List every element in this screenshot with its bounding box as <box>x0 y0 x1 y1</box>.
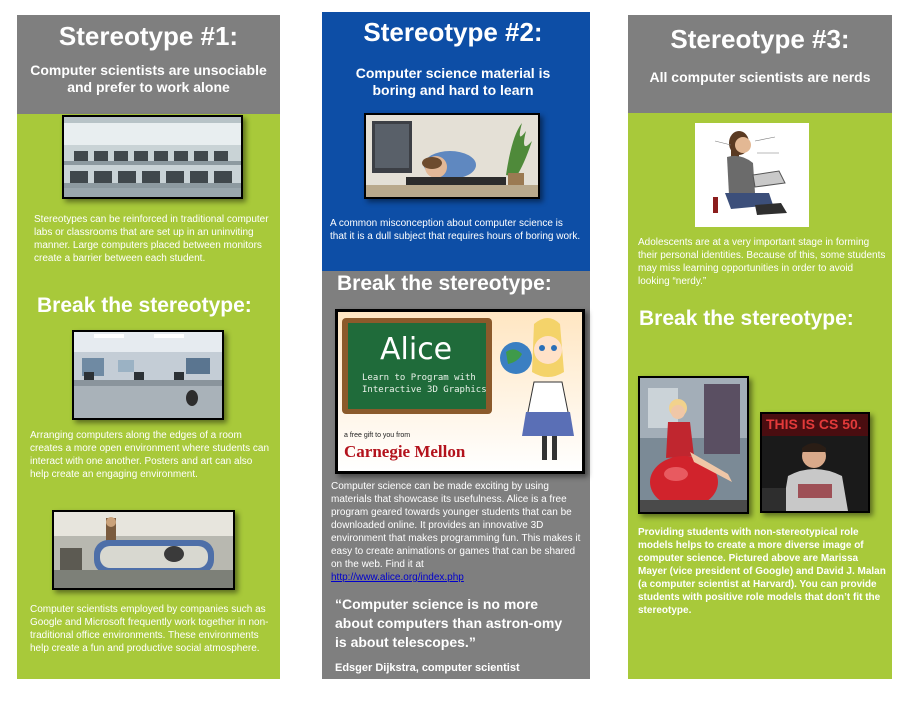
cs50-sign: THIS IS CS 50. <box>766 416 862 432</box>
google-office-photo <box>52 510 235 590</box>
col2-paragraph-2 <box>331 480 583 584</box>
col1-header <box>17 15 280 114</box>
col1-subtitle-line2: and prefer to work alone <box>67 79 230 95</box>
marissa-mayer-image <box>640 378 747 512</box>
computer-lab-image <box>64 117 241 197</box>
col2-subtitle-line1: Computer science material is <box>355 65 551 81</box>
alice-website-link[interactable]: http://www.alice.org/index.php <box>331 572 464 583</box>
alice-gift-text: a free gift to you from <box>344 432 411 439</box>
col2-subtitle <box>322 65 584 99</box>
col2-paragraph-2-text: Computer science can be made exciting by using materials that showcase its usefulness. Alice is a free program geared towards younger students that can be downloaded online. It provides an innovative 3D environment that makes programming fun. This makes it easy to create animations or games that can be shared on the web. Find it at <box>331 481 581 570</box>
alice-title: Alice <box>380 332 453 367</box>
alice-tagline <box>362 372 487 396</box>
sleeping-student-image <box>366 115 538 197</box>
alice-banner-image <box>335 309 585 474</box>
dijkstra-quote-author: Edsger Dijkstra, computer scientist <box>335 662 520 674</box>
col1-subtitle-line1: Computer scientists are unsociable <box>30 62 267 78</box>
alice-tagline-line1: Learn to Program with <box>362 373 476 383</box>
col3-title: Stereotype #3: <box>670 24 850 54</box>
col3-paragraph-1: Adolescents are at a very important stage in forming their personal identities. Because of this, some students may miss learning opportunities in order to avoid looking “nerdy.” <box>638 237 886 287</box>
col2-break-heading: Break the stereotype: <box>337 272 552 295</box>
open-classroom-photo <box>72 330 224 420</box>
computer-lab-photo <box>62 115 243 199</box>
carnegie-mellon-logo: Carnegie Mellon <box>344 442 466 461</box>
marissa-mayer-photo <box>638 376 749 514</box>
alice-tagline-line2: Interactive 3D Graphics <box>362 385 487 395</box>
sleeping-student-photo <box>364 113 540 199</box>
david-malan-photo <box>760 412 870 513</box>
google-office-image <box>54 512 233 588</box>
nerd-illustration-photo <box>695 123 809 227</box>
col1-title: Stereotype #1: <box>58 21 239 51</box>
col2-paragraph-1: A common misconception about computer science is that it is a dull subject that requires hours of boring work. <box>330 218 581 242</box>
col2-title: Stereotype #2: <box>363 17 543 47</box>
column-stereotype-3 <box>628 15 892 679</box>
column-stereotype-1 <box>17 15 280 679</box>
col1-paragraph-2: Arranging computers along the edges of a room creates a more open environment where students can interact with one another. Posters and art can also help create an engaging environment. <box>30 430 270 480</box>
column-stereotype-2 <box>322 12 590 679</box>
col3-header <box>628 15 892 113</box>
col2-subtitle-line2: boring and hard to learn <box>372 82 534 98</box>
dijkstra-quote: “Computer science is no more about computers than astron-omy is about telescopes.” <box>335 596 563 650</box>
col3-break-heading: Break the stereotype: <box>639 307 854 330</box>
col3-paragraph-2: Providing students with non-stereotypical role models helps to create a more diverse image of computer science. Pictured above are Marissa Mayer (vice president of Google) and David J. Malan (a computer scientist at Harvard). You can provide students with positive role models that don’t fit the stereotype. <box>638 527 886 616</box>
col1-paragraph-3: Computer scientists employed by companies such as Google and Microsoft frequently work together in non-traditional office environments. These environments help create a fun and productive social atmosphere. <box>30 604 269 654</box>
open-classroom-image <box>74 332 222 418</box>
col1-paragraph-1: Stereotypes can be reinforced in traditional computer labs or classrooms that are set up in an uninviting manner. Large computers placed between monitors create a barrier between each student. <box>34 214 269 264</box>
nerd-illustration-image <box>695 123 809 227</box>
col1-break-heading: Break the stereotype: <box>37 294 252 317</box>
col3-subtitle: All computer scientists are nerds <box>649 69 871 85</box>
col2-blue-panel <box>322 12 590 271</box>
col1-subtitle <box>17 62 280 96</box>
